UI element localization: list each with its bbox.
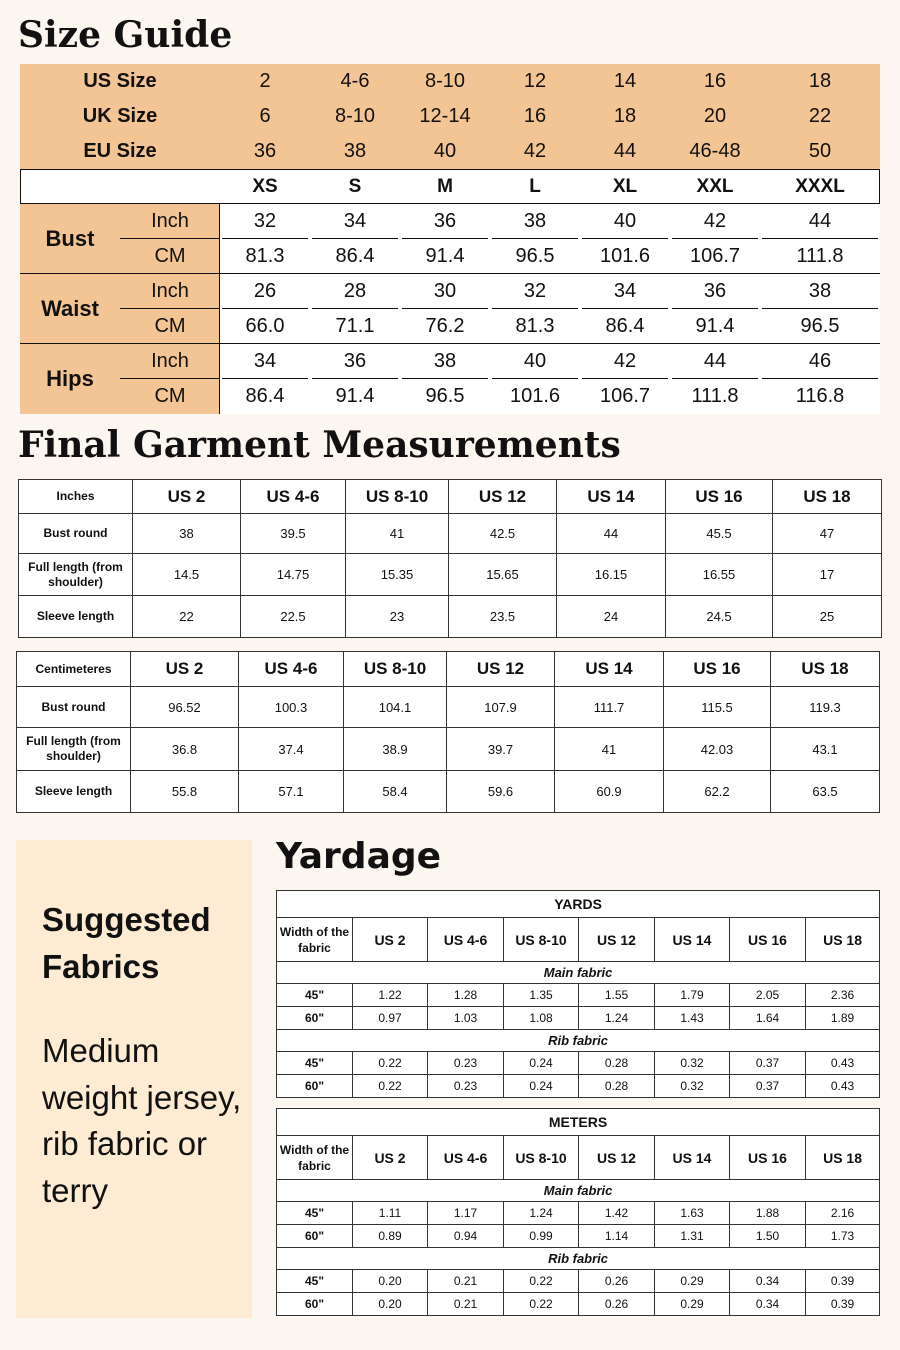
yardage-value: 1.88: [730, 1202, 806, 1225]
measurement-value: 42.03: [664, 728, 771, 771]
yardage-value: 1.24: [504, 1202, 579, 1225]
size-column-header: US 8-10: [504, 1136, 579, 1180]
bust-cm-value: 106.7: [689, 245, 741, 267]
hips-inch-value: 44: [703, 350, 727, 372]
eu-size-value: 42: [523, 140, 547, 162]
yardage-value: 2.16: [806, 1202, 880, 1225]
measurement-value: 107.9: [447, 687, 555, 728]
yardage-value: 1.31: [655, 1225, 730, 1248]
hips-inch-value: 40: [523, 350, 547, 372]
final-garment-title: Final Garment Measurements: [18, 424, 621, 466]
yardage-value: 1.14: [579, 1225, 655, 1248]
cell-divider: [762, 378, 878, 379]
yardage-value: 0.26: [579, 1270, 655, 1293]
width-header: Width of the fabric: [277, 918, 353, 962]
cell-divider: [672, 378, 758, 379]
letter-size-value: M: [437, 175, 453, 197]
waist-inch-value: 26: [253, 280, 277, 302]
yardage-value: 0.43: [806, 1052, 880, 1075]
letter-size-value: XXXL: [795, 175, 845, 197]
cell-divider: [582, 378, 668, 379]
measurement-value: 38.9: [344, 728, 447, 771]
size-column-header: US 12: [579, 918, 655, 962]
measurement-value: 14.75: [241, 554, 346, 596]
yardage-value: 2.36: [806, 984, 880, 1007]
bust-cm-value: 91.4: [425, 245, 465, 267]
measurement-value: 45.5: [666, 514, 773, 554]
waist-cm-value: 81.3: [515, 315, 555, 337]
yardage-value: 0.22: [353, 1052, 428, 1075]
measurement-value: 37.4: [239, 728, 344, 771]
yardage-value: 0.37: [730, 1075, 806, 1098]
eu-size-value: 40: [433, 140, 457, 162]
size-column-header: US 2: [133, 480, 241, 514]
measurement-value: 15.65: [449, 554, 557, 596]
measurement-value: 60.9: [555, 771, 664, 813]
size-column-header: US 14: [655, 918, 730, 962]
cm-unit-label: CM: [154, 245, 186, 267]
cell-divider: [492, 238, 578, 239]
garment-inches-table: [18, 479, 882, 638]
yardage-value: 0.22: [353, 1075, 428, 1098]
eu-size-value: 46-48: [689, 140, 741, 162]
measurement-value: 39.7: [447, 728, 555, 771]
main-fabric-label: Main fabric: [277, 962, 880, 984]
uk-size-value: 18: [613, 105, 637, 127]
us-size-value: 18: [808, 70, 832, 92]
measurement-value: 57.1: [239, 771, 344, 813]
measurement-label: Sleeve length: [17, 771, 131, 813]
measurement-value: 39.5: [241, 514, 346, 554]
measurement-value: 25: [773, 596, 882, 638]
size-column-header: US 16: [664, 652, 771, 687]
measurement-label: Full length (from shoulder): [17, 728, 131, 771]
measurement-value: 55.8: [131, 771, 239, 813]
size-column-header: US 16: [730, 1136, 806, 1180]
yardage-value: 0.21: [428, 1270, 504, 1293]
cell-divider: [672, 238, 758, 239]
yardage-value: 0.23: [428, 1052, 504, 1075]
yardage-value: 0.22: [504, 1270, 579, 1293]
fabric-width: 45": [277, 1270, 353, 1293]
yardage-unit-title: METERS: [277, 1109, 880, 1136]
bust-cm-value: 96.5: [515, 245, 555, 267]
eu-size-label: EU Size: [83, 140, 157, 162]
size-column-header: US 18: [806, 918, 880, 962]
yardage-value: 0.20: [353, 1270, 428, 1293]
uk-size-value: 12-14: [419, 105, 471, 127]
fabric-width: 60": [277, 1007, 353, 1030]
measurement-value: 23.5: [449, 596, 557, 638]
waist-cm-value: 91.4: [695, 315, 735, 337]
measurement-value: 44: [557, 514, 666, 554]
measurement-value: 62.2: [664, 771, 771, 813]
waist-cm-value: 86.4: [605, 315, 645, 337]
cell-divider: [222, 378, 308, 379]
bust-inch-value: 44: [808, 210, 832, 232]
size-column-header: US 8-10: [504, 918, 579, 962]
measurement-value: 23: [346, 596, 449, 638]
size-column-header: US 14: [655, 1136, 730, 1180]
yardage-value: 1.89: [806, 1007, 880, 1030]
yardage-value: 1.50: [730, 1225, 806, 1248]
fabric-width: 60": [277, 1075, 353, 1098]
yardage-value: 0.23: [428, 1075, 504, 1098]
bust-cm-value: 81.3: [245, 245, 285, 267]
waist-cm-value: 71.1: [335, 315, 375, 337]
letter-size-value: XXL: [696, 175, 734, 197]
measurement-value: 111.7: [555, 687, 664, 728]
eu-size-value: 36: [253, 140, 277, 162]
unit-divider: [120, 378, 220, 379]
yardage-value: 0.99: [504, 1225, 579, 1248]
size-column-header: US 18: [771, 652, 880, 687]
size-guide-table: [20, 64, 880, 414]
letter-size-value: XS: [252, 175, 278, 197]
cm-unit-label: CM: [154, 315, 186, 337]
measurement-value: 43.1: [771, 728, 880, 771]
size-guide-title: Size Guide: [18, 14, 233, 56]
inch-unit-label: Inch: [151, 350, 189, 372]
cm-unit-label: CM: [154, 385, 186, 407]
yardage-value: 0.32: [655, 1052, 730, 1075]
hips-inch-value: 36: [343, 350, 367, 372]
unit-divider: [120, 308, 220, 309]
fabric-width: 45": [277, 1052, 353, 1075]
yardage-value: 0.26: [579, 1293, 655, 1316]
uk-size-value: 6: [259, 105, 271, 127]
uk-size-value: 8-10: [334, 105, 376, 127]
suggested-fabrics-heading: Suggested Fabrics: [42, 901, 211, 985]
bust-cm-value: 86.4: [335, 245, 375, 267]
yardage-value: 0.22: [504, 1293, 579, 1316]
yardage-value: 1.24: [579, 1007, 655, 1030]
yardage-value: 1.08: [504, 1007, 579, 1030]
bust-inch-value: 32: [253, 210, 277, 232]
yardage-value: 0.39: [806, 1270, 880, 1293]
label-divider: [219, 204, 220, 414]
waist-label: Waist: [41, 296, 99, 321]
yardage-value: 1.63: [655, 1202, 730, 1225]
measurement-value: 47: [773, 514, 882, 554]
yardage-value: 1.11: [353, 1202, 428, 1225]
waist-inch-value: 36: [703, 280, 727, 302]
garment-centimeters-table: [16, 651, 880, 813]
fabric-width: 60": [277, 1225, 353, 1248]
measurement-value: 36.8: [131, 728, 239, 771]
yardage-value: 0.29: [655, 1270, 730, 1293]
waist-inch-value: 28: [343, 280, 367, 302]
size-column-header: US 12: [579, 1136, 655, 1180]
measurement-label: Bust round: [19, 514, 133, 554]
size-column-header: US 2: [131, 652, 239, 687]
hips-inch-value: 34: [253, 350, 277, 372]
cell-divider: [762, 238, 878, 239]
measurement-value: 58.4: [344, 771, 447, 813]
size-column-header: US 14: [555, 652, 664, 687]
cell-divider: [402, 378, 488, 379]
main-fabric-label: Main fabric: [277, 1180, 880, 1202]
cell-divider: [312, 308, 398, 309]
fabric-width: 60": [277, 1293, 353, 1316]
measurement-value: 38: [133, 514, 241, 554]
hips-cm-value: 91.4: [335, 385, 375, 407]
size-column-header: US 14: [557, 480, 666, 514]
measurement-value: 104.1: [344, 687, 447, 728]
yardage-value: 0.34: [730, 1270, 806, 1293]
eu-size-value: 50: [808, 140, 832, 162]
size-column-header: US 12: [449, 480, 557, 514]
size-column-header: US 4-6: [428, 918, 504, 962]
yardage-value: 0.43: [806, 1075, 880, 1098]
yardage-value: 2.05: [730, 984, 806, 1007]
cell-divider: [402, 238, 488, 239]
us-size-value: 2: [259, 70, 271, 92]
hips-cm-value: 106.7: [599, 385, 651, 407]
cell-divider: [582, 238, 668, 239]
us-size-value: 16: [703, 70, 727, 92]
cell-divider: [492, 308, 578, 309]
suggested-fabrics-panel: [16, 840, 252, 1318]
bust-inch-value: 38: [523, 210, 547, 232]
cell-divider: [582, 308, 668, 309]
yardage-value: 0.37: [730, 1052, 806, 1075]
measurement-value: 22: [133, 596, 241, 638]
hips-inch-value: 42: [613, 350, 637, 372]
inch-unit-label: Inch: [151, 280, 189, 302]
cell-divider: [312, 378, 398, 379]
bust-cm-value: 101.6: [599, 245, 651, 267]
measurement-value: 63.5: [771, 771, 880, 813]
us-size-value: 8-10: [424, 70, 466, 92]
cell-divider: [222, 308, 308, 309]
eu-size-value: 38: [343, 140, 367, 162]
cell-divider: [312, 238, 398, 239]
bust-label: Bust: [45, 226, 95, 251]
yardage-value: 1.28: [428, 984, 504, 1007]
yardage-value: 0.32: [655, 1075, 730, 1098]
hips-label: Hips: [46, 366, 94, 391]
size-column-header: US 4-6: [239, 652, 344, 687]
measurement-value: 22.5: [241, 596, 346, 638]
yardage-value: 1.64: [730, 1007, 806, 1030]
yardage-title: Yardage: [276, 836, 442, 877]
measurement-value: 14.5: [133, 554, 241, 596]
measurement-value: 41: [555, 728, 664, 771]
us-size-value: 12: [523, 70, 547, 92]
size-column-header: US 2: [353, 1136, 428, 1180]
measurement-label: Bust round: [17, 687, 131, 728]
measurement-value: 119.3: [771, 687, 880, 728]
measurement-value: 24: [557, 596, 666, 638]
unit-header: Centimeteres: [17, 652, 131, 687]
yardage-unit-title: YARDS: [277, 891, 880, 918]
width-header: Width of the fabric: [277, 1136, 353, 1180]
waist-inch-value: 32: [523, 280, 547, 302]
yardage-value: 0.97: [353, 1007, 428, 1030]
hips-inch-value: 46: [808, 350, 832, 372]
measurement-value: 16.55: [666, 554, 773, 596]
waist-cm-value: 96.5: [800, 315, 840, 337]
hips-cm-value: 96.5: [425, 385, 465, 407]
uk-size-value: 20: [703, 105, 727, 127]
yardage-value: 0.24: [504, 1052, 579, 1075]
cell-divider: [672, 308, 758, 309]
uk-size-label: UK Size: [82, 105, 158, 127]
size-column-header: US 16: [666, 480, 773, 514]
fabric-width: 45": [277, 1202, 353, 1225]
unit-divider: [120, 238, 220, 239]
size-column-header: US 18: [773, 480, 882, 514]
bust-inch-value: 34: [343, 210, 367, 232]
yardage-value: 1.55: [579, 984, 655, 1007]
cell-divider: [492, 378, 578, 379]
size-column-header: US 8-10: [344, 652, 447, 687]
yardage-value: 0.28: [579, 1075, 655, 1098]
yardage-value: 0.21: [428, 1293, 504, 1316]
yardage-value: 1.43: [655, 1007, 730, 1030]
hips-cm-value: 111.8: [691, 385, 739, 407]
measurement-label: Sleeve length: [19, 596, 133, 638]
suggested-fabrics-text: Medium weight jersey, rib fabric or terry: [42, 1032, 242, 1209]
waist-cm-value: 66.0: [245, 315, 285, 337]
yardage-yards-table: [276, 890, 880, 1098]
yardage-value: 0.24: [504, 1075, 579, 1098]
measurement-label: Full length (from shoulder): [19, 554, 133, 596]
yardage-value: 1.03: [428, 1007, 504, 1030]
measurement-value: 115.5: [664, 687, 771, 728]
measurement-value: 17: [773, 554, 882, 596]
cell-divider: [222, 238, 308, 239]
waist-cm-value: 76.2: [425, 315, 465, 337]
uk-size-value: 22: [808, 105, 832, 127]
yardage-value: 1.73: [806, 1225, 880, 1248]
yardage-value: 1.42: [579, 1202, 655, 1225]
bust-inch-value: 36: [433, 210, 457, 232]
bust-cm-value: 111.8: [796, 245, 844, 267]
measurement-value: 15.35: [346, 554, 449, 596]
rib-fabric-label: Rib fabric: [277, 1030, 880, 1052]
us-size-label: US Size: [83, 70, 157, 92]
measurement-value: 41: [346, 514, 449, 554]
yardage-value: 0.94: [428, 1225, 504, 1248]
yardage-value: 1.35: [504, 984, 579, 1007]
yardage-value: 1.79: [655, 984, 730, 1007]
measurement-value: 100.3: [239, 687, 344, 728]
measurement-value: 96.52: [131, 687, 239, 728]
waist-inch-value: 30: [433, 280, 457, 302]
letter-size-value: S: [348, 175, 362, 197]
cell-divider: [762, 308, 878, 309]
hips-inch-value: 38: [433, 350, 457, 372]
us-size-value: 14: [613, 70, 637, 92]
yardage-value: 0.29: [655, 1293, 730, 1316]
us-size-value: 4-6: [340, 70, 370, 92]
hips-cm-value: 116.8: [795, 385, 845, 407]
fabric-width: 45": [277, 984, 353, 1007]
measurement-value: 42.5: [449, 514, 557, 554]
rib-fabric-label: Rib fabric: [277, 1248, 880, 1270]
eu-size-value: 44: [613, 140, 637, 162]
measurement-value: 24.5: [666, 596, 773, 638]
waist-inch-value: 34: [613, 280, 637, 302]
size-column-header: US 2: [353, 918, 428, 962]
yardage-value: 1.22: [353, 984, 428, 1007]
size-column-header: US 4-6: [241, 480, 346, 514]
bust-inch-value: 42: [703, 210, 727, 232]
size-column-header: US 4-6: [428, 1136, 504, 1180]
size-column-header: US 12: [447, 652, 555, 687]
waist-inch-value: 38: [808, 280, 832, 302]
inch-unit-label: Inch: [151, 210, 189, 232]
letter-size-value: XL: [612, 175, 638, 197]
measurement-value: 16.15: [557, 554, 666, 596]
hips-cm-value: 101.6: [509, 385, 561, 407]
unit-header: Inches: [19, 480, 133, 514]
uk-size-value: 16: [523, 105, 547, 127]
measurement-value: 59.6: [447, 771, 555, 813]
size-column-header: US 8-10: [346, 480, 449, 514]
yardage-value: 0.20: [353, 1293, 428, 1316]
yardage-value: 0.89: [353, 1225, 428, 1248]
yardage-value: 0.28: [579, 1052, 655, 1075]
bust-inch-value: 40: [613, 210, 637, 232]
cell-divider: [402, 308, 488, 309]
yardage-value: 1.17: [428, 1202, 504, 1225]
size-column-header: US 16: [730, 918, 806, 962]
hips-cm-value: 86.4: [245, 385, 285, 407]
letter-size-value: L: [529, 175, 541, 197]
yardage-value: 0.34: [730, 1293, 806, 1316]
yardage-value: 0.39: [806, 1293, 880, 1316]
size-column-header: US 18: [806, 1136, 880, 1180]
yardage-meters-table: [276, 1108, 880, 1316]
